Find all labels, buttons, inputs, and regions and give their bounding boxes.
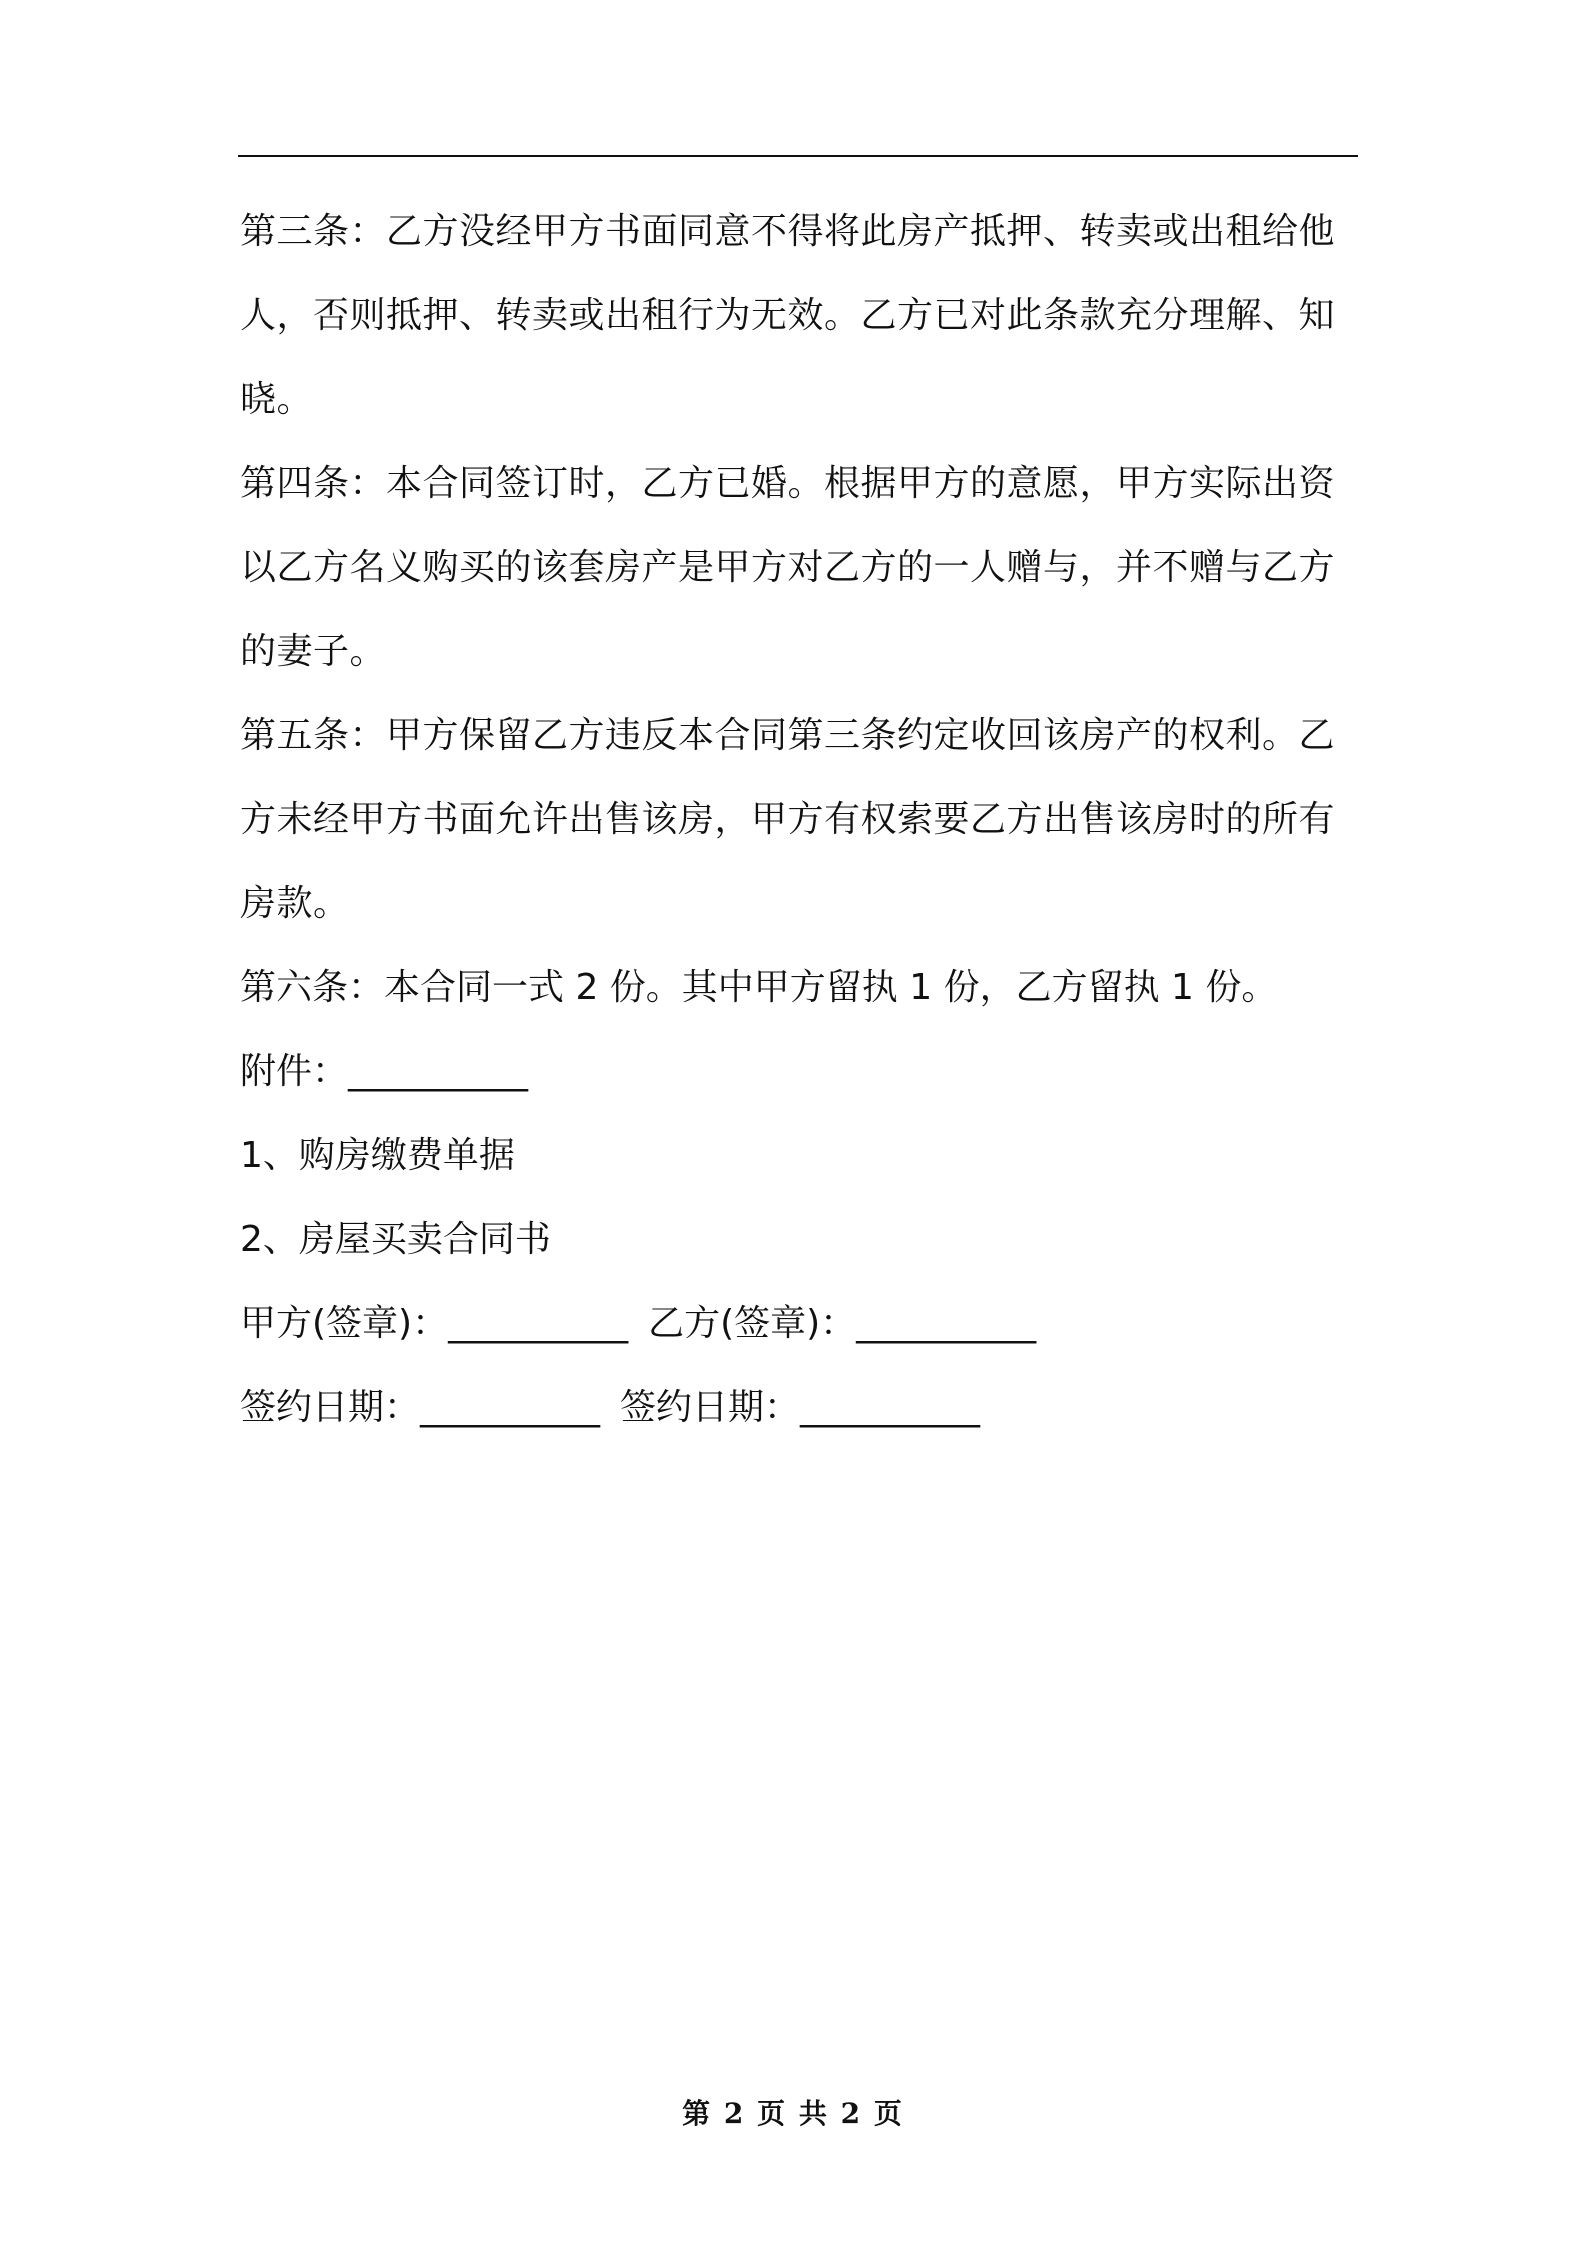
- attachment-item-1: 1、购房缴费单据: [240, 1135, 515, 1176]
- party-a-signature: 甲方(签章)：__________: [240, 1303, 629, 1344]
- date-row: [240, 1366, 1360, 1450]
- party-a-date: 签约日期：__________: [240, 1387, 601, 1428]
- clause-3: 第三条：乙方没经甲方书面同意不得将此房产抵押、转卖或出租给他人，否则抵押、转卖或出租行为无效。乙方已对此条款充分理解、知晓。: [240, 211, 1336, 420]
- attachment-item-2: 2、房屋买卖合同书: [240, 1219, 551, 1260]
- document-body: [240, 190, 1360, 1450]
- attachments-label: 附件：__________: [240, 1051, 529, 1092]
- signature-row: [240, 1282, 1360, 1366]
- party-b-signature: 乙方(签章)：__________: [648, 1303, 1037, 1344]
- party-b-date: 签约日期：__________: [620, 1387, 981, 1428]
- clause-5: 第五条：甲方保留乙方违反本合同第三条约定收回该房产的权利。乙方未经甲方书面允许出售该房，甲方有权索要乙方出售该房时的所有房款。: [240, 715, 1336, 924]
- clause-6: 第六条：本合同一式 2 份。其中甲方留执 1 份，乙方留执 1 份。: [240, 967, 1278, 1008]
- page-number: 第 2 页 共 2 页: [682, 2097, 904, 2130]
- clause-4: 第四条：本合同签订时，乙方已婚。根据甲方的意愿，甲方实际出资以乙方名义购买的该套房产是甲方对乙方的一人赠与，并不赠与乙方的妻子。: [240, 463, 1336, 672]
- header-rule: [238, 155, 1358, 157]
